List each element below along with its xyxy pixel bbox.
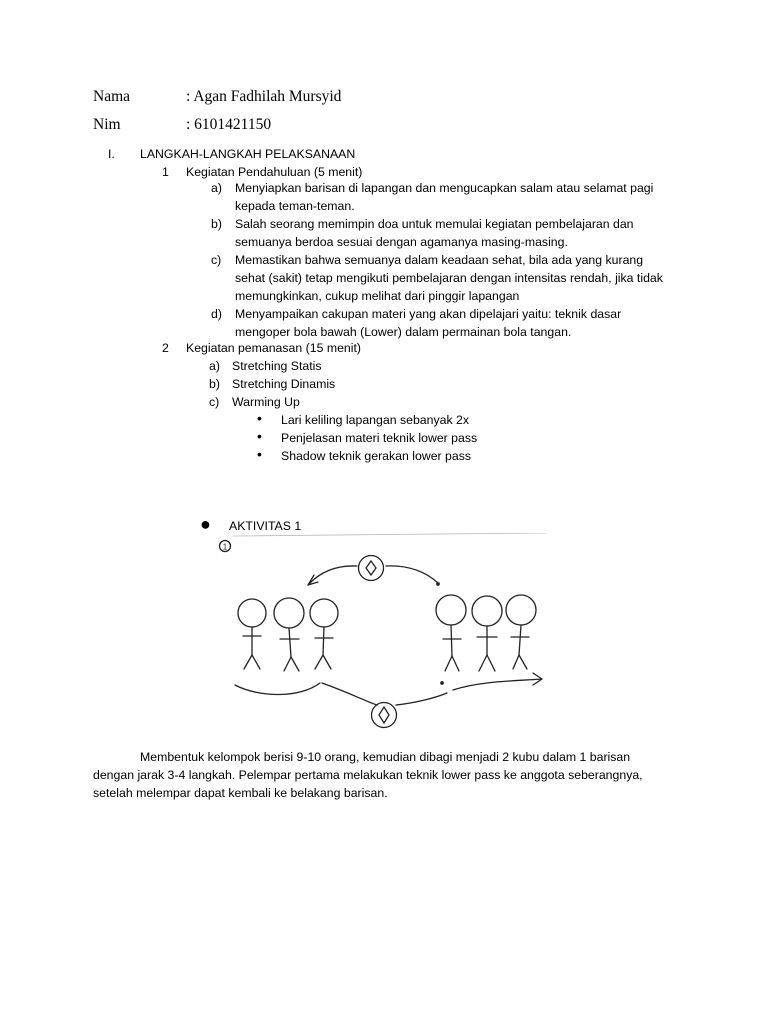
bullet-icon: • [257, 446, 262, 462]
activity-diagram [215, 533, 550, 733]
section-title: LANGKAH-LANGKAH PELAKSANAAN [140, 147, 356, 161]
return-arrow [453, 679, 542, 690]
player-figure [238, 599, 266, 669]
bullet-icon: • [257, 428, 262, 444]
step-number: 1 [162, 165, 169, 179]
player-figure [506, 595, 536, 669]
pass-arrow [322, 683, 377, 705]
bullet-icon: ● [200, 514, 211, 534]
bullet-text: Shadow teknik gerakan lower pass [281, 449, 472, 463]
svg-text:1: 1 [222, 542, 228, 552]
player-figure [472, 596, 502, 671]
description-line: dengan jarak 3-4 langkah. Pelempar pertama melakukan teknik lower pass ke anggota seberangnya, [93, 768, 643, 782]
item-letter: a) [211, 181, 222, 195]
player-figure [274, 598, 304, 671]
bullet-icon: • [257, 410, 262, 426]
item-text: Menyampaikan cakupan materi yang akan dipelajari yaitu: teknik dasar mengoper bola bawah (Lower) dalam permainan bola tangan. [235, 307, 622, 339]
marker-icon [220, 541, 231, 552]
nim-value: : 6101421150 [186, 116, 272, 133]
item-letter: c) [209, 395, 220, 409]
pass-arrow [386, 566, 438, 583]
item-letter: d) [211, 307, 222, 321]
item-text: Stretching Dinamis [232, 377, 336, 391]
step-title: Kegiatan pemanasan (15 menit) [186, 341, 361, 355]
step-title: Kegiatan Pendahuluan (5 menit) [186, 165, 363, 179]
item-text: Stretching Statis [232, 359, 322, 373]
pass-arrow [396, 693, 447, 705]
ball-icon [359, 556, 384, 581]
item-letter: a) [209, 359, 220, 373]
ball-icon [372, 703, 397, 728]
item-letter: c) [211, 253, 222, 267]
name-label: Nama [93, 88, 131, 105]
bullet-text: Lari keliling lapangan sebanyak 2x [281, 413, 469, 427]
item-text: Memastikan bahwa semuanya dalam keadaan sehat, bila ada yang kurang sehat (sakit) tetap mengikuti pembelajaran dengan intensitas rendah, jika tidak memungkinkan, cukup melihat dari pinggir lapangan [235, 253, 663, 303]
step-number: 2 [162, 341, 169, 355]
return-arrow [235, 683, 320, 695]
item-text: Salah seorang memimpin doa untuk memulai kegiatan pembelajaran dan semuanya berdoa sesuai dengan agamanya masing-masing. [235, 217, 634, 249]
section-numeral: I. [108, 147, 115, 161]
activity-title: AKTIVITAS 1 [229, 519, 302, 533]
player-figure [436, 595, 466, 671]
bullet-text: Penjelasan materi teknik lower pass [281, 431, 478, 445]
name-value: : Agan Fadhilah Mursyid [186, 88, 342, 105]
nim-label: Nim [93, 116, 121, 133]
item-letter: b) [211, 217, 222, 231]
item-text: Warming Up [232, 395, 300, 409]
player-figure [310, 599, 338, 669]
description-line: Membentuk kelompok berisi 9-10 orang, kemudian dibagi menjadi 2 kubu dalam 1 barisan [140, 750, 631, 764]
item-text: Menyiapkan barisan di lapangan dan mengucapkan salam atau selamat pagi kepada teman-teman. [235, 181, 654, 213]
description-line: setelah melempar dapat kembali ke belakang barisan. [93, 786, 388, 800]
item-letter: b) [209, 377, 220, 391]
